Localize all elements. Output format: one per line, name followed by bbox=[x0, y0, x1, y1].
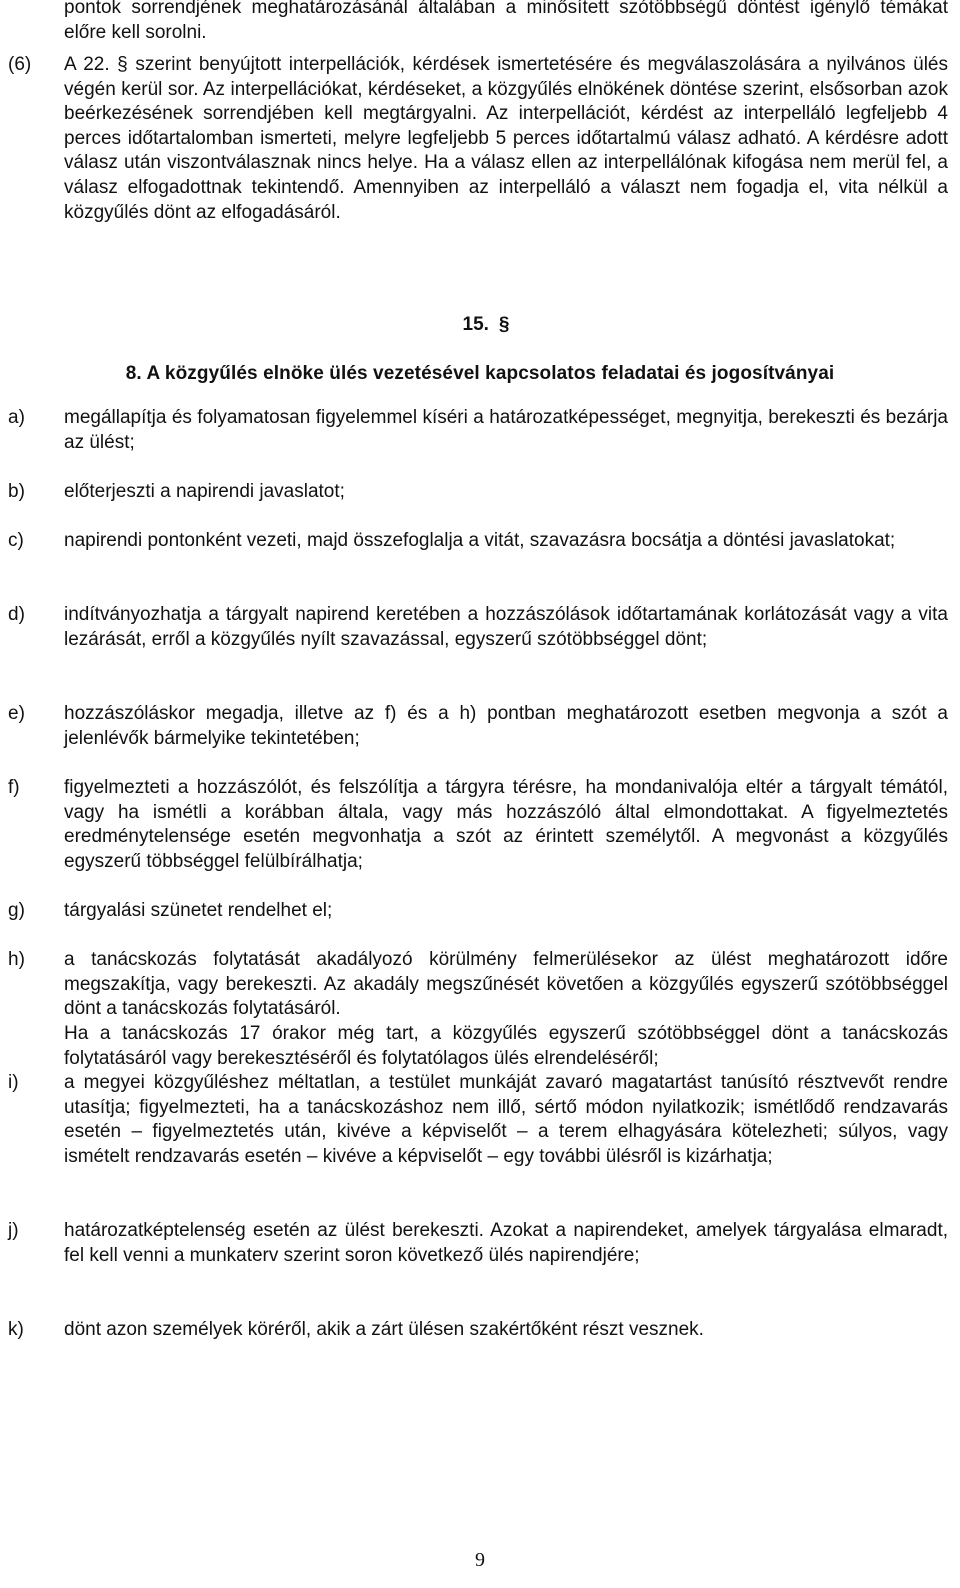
list-item-label: c) bbox=[8, 530, 24, 551]
list-item-text: megállapítja és folyamatosan figyelemmel kíséri a határozatképességet, megnyitja, berekeszti és bezárja az ülést; bbox=[64, 407, 948, 453]
list-item-label: e) bbox=[8, 703, 25, 724]
list-item-text: tárgyalási szünetet rendelhet el; bbox=[64, 900, 333, 921]
paragraph-6-text: A 22. § szerint benyújtott interpellációk, kérdések ismertetésére és megválaszolására a nyilvános ülés végén kerül sor. Az interpellációkat, kérdéseket, a közgyűlés elnökének döntése szerint, elsősorban azok beérkezésének sorrendjében kell megtárgyalni. Az interpellációt, kérdést az interpelláló legfeljebb 4 perces időtartalomban ismerteti, melyre legfeljebb 5 perces időtartalmú válasz adható. A kérdésre adott válasz után viszontválasznak nincs helye. Ha a válasz ellen az interpellálónak kifogása nem merül fel, a válasz elfogadottnak tekintendő. Amennyiben az interpelláló a választ nem fogadja el, vita nélkül a közgyűlés dönt az elfogadásáról. bbox=[64, 54, 948, 223]
list-item-text: a megyei közgyűléshez méltatlan, a testület munkáját zavaró magatartást tanúsító résztvevőt rendre utasítja; figyelmezteti, ha a tanácskozáshoz nem illő, sértő módon nyilatkozik; ismétlődő rendzavarás esetén – figyelmeztetés után, kivéve a képviselőt – a terem elhagyására kötelezheti; súlyos, vagy ismételt rendzavarás esetén – kivéve a képviselőt – egy további ülésről is kizárhatja; bbox=[64, 1072, 948, 1167]
section-number-label: 15. bbox=[462, 314, 489, 335]
section-mark: § bbox=[498, 314, 510, 335]
list-item-label: d) bbox=[8, 604, 25, 625]
list-item-text-continued: Ha a tanácskozás 17 órakor még tart, a közgyűlés egyszerű szótöbbséggel dönt a tanácskozás folytatásáról vagy berekesztéséről és folytatólagos ülés elrendeléséről; bbox=[64, 1023, 948, 1069]
list-item-text: napirendi pontonként vezeti, majd összefoglalja a vitát, szavazásra bocsátja a döntési javaslatokat; bbox=[64, 530, 896, 551]
list-item-text: hozzászóláskor megadja, illetve az f) és a h) pontban meghatározott esetben megvonja a szót a jelenlévők bármelyike tekintetében; bbox=[64, 703, 948, 749]
list-item-label: h) bbox=[8, 949, 25, 970]
paragraph-number: (6) bbox=[8, 54, 32, 75]
list-item-label: i) bbox=[8, 1072, 19, 1093]
list-item-label: j) bbox=[8, 1220, 19, 1241]
list-item-label: f) bbox=[8, 777, 20, 798]
list-item-text: határozatképtelenség esetén az ülést berekeszti. Azokat a napirendeket, amelyek tárgyalása elmaradt, fel kell venni a munkaterv szerint soron következő ülés napirendjére; bbox=[64, 1220, 948, 1266]
list-item-label: g) bbox=[8, 900, 25, 921]
list-item-label: k) bbox=[8, 1319, 24, 1340]
list-item-text: figyelmezteti a hozzászólót, és felszólítja a tárgyra térésre, ha mondanivalója eltér a tárgyalt témától, vagy ha ismétli a korábban általa, vagy más hozzászóló által elmondottakat. A figyelmeztetés eredménytelensége esetén megvonhatja a szót az érintett személytől. A megvonást a közgyűlés egyszerű többséggel felülbírálhatja; bbox=[64, 777, 948, 872]
section-number bbox=[0, 313, 960, 338]
list-item-label: b) bbox=[8, 481, 25, 502]
list-item-text: előterjeszti a napirendi javaslatot; bbox=[64, 481, 345, 502]
list-item-text: a tanácskozás folytatását akadályozó körülmény felmerülésekor az ülést meghatározott időre megszakítja, vagy berekeszti. Az akadály megszűnését követően a közgyűlés egyszerű szótöbbséggel dönt a tanácskozás folytatásáról. bbox=[64, 949, 948, 1020]
list-item-label: a) bbox=[8, 407, 25, 428]
section-title: 8. A közgyűlés elnöke ülés vezetésével kapcsolatos feladatai és jogosítványai bbox=[125, 363, 835, 384]
page-number: 9 bbox=[475, 1549, 485, 1571]
list-item-text: indítványozhatja a tárgyalt napirend keretében a hozzászólások időtartamának korlátozását vagy a vita lezárását, erről a közgyűlés nyílt szavazással, egyszerű szótöbbséggel dönt; bbox=[64, 604, 948, 650]
list-item-text: dönt azon személyek köréről, akik a zárt ülésen szakértőként részt vesznek. bbox=[64, 1319, 704, 1340]
continuation-paragraph: pontok sorrendjének meghatározásánál általában a minősített szótöbbségű döntést igénylő témákat előre kell sorolni. bbox=[64, 0, 948, 43]
